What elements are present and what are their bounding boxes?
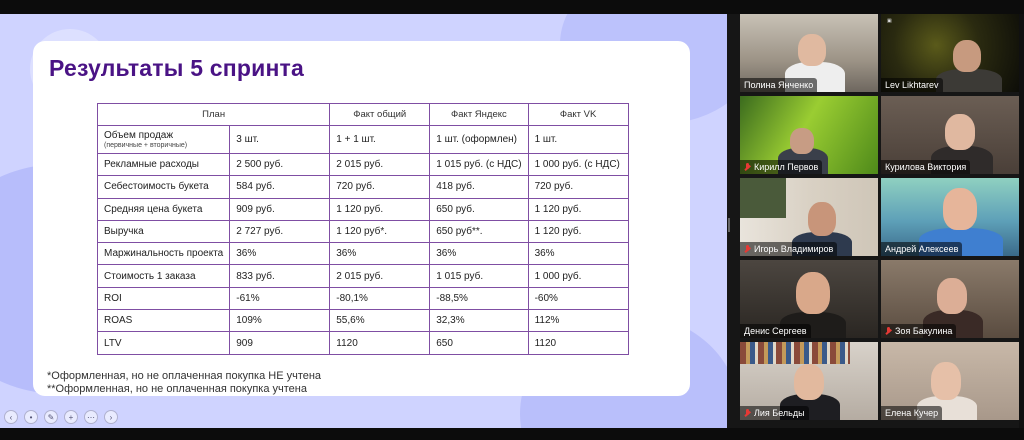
muted-mic-icon bbox=[744, 409, 751, 418]
cell-total: 2 015 руб. bbox=[330, 154, 430, 176]
participant-name: Зоя Бакулина bbox=[895, 326, 953, 336]
participant-tile-active-speaker[interactable] bbox=[881, 178, 1019, 256]
background-logo: ▣ bbox=[887, 18, 892, 24]
row-label: Средняя цена букета bbox=[98, 198, 230, 220]
cell-plan: 584 руб. bbox=[230, 176, 330, 198]
participant-nameplate bbox=[881, 242, 962, 256]
header-total: Факт общий bbox=[330, 104, 430, 126]
participant-name: Полина Янченко bbox=[744, 80, 814, 90]
participant-nameplate bbox=[881, 160, 970, 174]
participant-tile[interactable] bbox=[740, 260, 878, 338]
table-row bbox=[98, 265, 629, 287]
person-face bbox=[931, 362, 961, 400]
slide-controls bbox=[4, 410, 118, 424]
cell-plan: 909 bbox=[230, 332, 330, 354]
table-header-row bbox=[98, 104, 629, 126]
footnote-1: *Оформленная, но не оплаченная покупка НЕ учтена bbox=[47, 370, 322, 382]
cell-yandex: 32,3% bbox=[430, 310, 528, 332]
participant-tile[interactable] bbox=[881, 342, 1019, 420]
participant-name: Lev Likhtarev bbox=[885, 80, 939, 90]
prev-slide-icon[interactable]: ‹ bbox=[4, 410, 18, 424]
table-row bbox=[98, 126, 629, 154]
person-face bbox=[808, 202, 836, 236]
cell-plan: 109% bbox=[230, 310, 330, 332]
person-face bbox=[794, 364, 824, 400]
participant-tile[interactable] bbox=[740, 178, 878, 256]
table-row bbox=[98, 176, 629, 198]
row-label-sub: (первичные + вторичные) bbox=[104, 141, 188, 149]
row-label: Выручка bbox=[98, 220, 230, 242]
header-plan: План bbox=[98, 104, 330, 126]
participant-nameplate bbox=[740, 324, 811, 338]
muted-mic-icon bbox=[744, 245, 751, 254]
shared-screen bbox=[0, 14, 727, 428]
participant-tile[interactable] bbox=[881, 14, 1019, 92]
table-row bbox=[98, 310, 629, 332]
participant-name: Андрей Алексеев bbox=[885, 244, 959, 254]
participant-name: Елена Кучер bbox=[885, 408, 939, 418]
participant-name: Денис Сергеев bbox=[744, 326, 807, 336]
pen-icon[interactable]: ✎ bbox=[44, 410, 58, 424]
row-label: Себестоимость букета bbox=[98, 176, 230, 198]
header-yandex: Факт Яндекс bbox=[430, 104, 528, 126]
cell-vk: 1 120 руб. bbox=[528, 220, 628, 242]
row-label: ROAS bbox=[98, 310, 230, 332]
row-label: Стоимость 1 заказа bbox=[98, 265, 230, 287]
cell-total: 1 120 руб*. bbox=[330, 220, 430, 242]
slide-title: Результаты 5 спринта bbox=[49, 55, 304, 81]
participant-tile[interactable] bbox=[740, 96, 878, 174]
footnote-2: **Оформленная, но не оплаченная покупка учтена bbox=[47, 383, 307, 395]
pointer-icon[interactable]: • bbox=[24, 410, 38, 424]
participant-name: Кирилл Первов bbox=[754, 162, 819, 172]
participant-tile[interactable] bbox=[881, 96, 1019, 174]
table-row bbox=[98, 243, 629, 265]
cell-total: 1120 bbox=[330, 332, 430, 354]
row-label: Маржинальность проекта bbox=[98, 243, 230, 265]
row-label-text: Объем продаж bbox=[104, 129, 174, 141]
header-vk: Факт VK bbox=[528, 104, 628, 126]
table-row bbox=[98, 198, 629, 220]
row-label: ROI bbox=[98, 287, 230, 309]
top-bar bbox=[0, 0, 1024, 14]
muted-mic-icon bbox=[744, 163, 751, 172]
results-table bbox=[97, 103, 629, 355]
cell-total: 1 120 руб. bbox=[330, 198, 430, 220]
cell-vk: 1 000 руб. bbox=[528, 265, 628, 287]
participant-name: Лия Бельды bbox=[754, 408, 805, 418]
cell-vk: 1 шт. bbox=[528, 126, 628, 154]
cell-yandex: 36% bbox=[430, 243, 528, 265]
cell-vk: 720 руб. bbox=[528, 176, 628, 198]
person-face bbox=[953, 40, 981, 72]
bottom-bar bbox=[0, 428, 1024, 440]
cell-total: 720 руб. bbox=[330, 176, 430, 198]
participant-name: Курилова Виктория bbox=[885, 162, 967, 172]
slide-card bbox=[33, 41, 690, 396]
person-face bbox=[796, 272, 830, 314]
cell-plan: -61% bbox=[230, 287, 330, 309]
wall-picture bbox=[740, 178, 786, 218]
table-row bbox=[98, 287, 629, 309]
cell-yandex: 1 015 руб. (с НДС) bbox=[430, 154, 528, 176]
participant-nameplate bbox=[740, 78, 817, 92]
person-face bbox=[790, 128, 814, 154]
participant-nameplate bbox=[881, 78, 943, 92]
cell-plan: 2 727 руб. bbox=[230, 220, 330, 242]
participant-name: Игорь Владимиров bbox=[754, 244, 834, 254]
cell-total: -80,1% bbox=[330, 287, 430, 309]
table-row bbox=[98, 332, 629, 354]
cell-vk: 1 000 руб. (с НДС) bbox=[528, 154, 628, 176]
cell-yandex: 418 руб. bbox=[430, 176, 528, 198]
zoom-icon[interactable]: + bbox=[64, 410, 78, 424]
cell-yandex: 650 bbox=[430, 332, 528, 354]
gallery-pager-handle[interactable] bbox=[728, 218, 734, 232]
cell-total: 55,6% bbox=[330, 310, 430, 332]
cell-plan: 3 шт. bbox=[230, 126, 330, 154]
cell-plan: 833 руб. bbox=[230, 265, 330, 287]
gallery-scrollbar[interactable] bbox=[1019, 14, 1024, 428]
participant-tile[interactable] bbox=[881, 260, 1019, 338]
cell-total: 36% bbox=[330, 243, 430, 265]
cell-yandex: 650 руб**. bbox=[430, 220, 528, 242]
cell-vk: 112% bbox=[528, 310, 628, 332]
participant-tile[interactable] bbox=[740, 14, 878, 92]
cell-plan: 36% bbox=[230, 243, 330, 265]
cell-plan: 2 500 руб. bbox=[230, 154, 330, 176]
row-label: LTV bbox=[98, 332, 230, 354]
participant-nameplate bbox=[740, 160, 822, 174]
cell-yandex: 650 руб. bbox=[430, 198, 528, 220]
person-face bbox=[943, 188, 977, 230]
participant-nameplate bbox=[881, 324, 956, 338]
cell-total: 1 + 1 шт. bbox=[330, 126, 430, 154]
cell-vk: 1120 bbox=[528, 332, 628, 354]
person-face bbox=[945, 114, 975, 150]
participant-nameplate bbox=[881, 406, 942, 420]
bookshelf bbox=[740, 342, 850, 364]
cell-yandex: 1 015 руб. bbox=[430, 265, 528, 287]
cell-plan: 909 руб. bbox=[230, 198, 330, 220]
cell-vk: -60% bbox=[528, 287, 628, 309]
cell-vk: 36% bbox=[528, 243, 628, 265]
row-label bbox=[98, 126, 230, 154]
person-face bbox=[937, 278, 967, 314]
menu-icon[interactable]: ⋯ bbox=[84, 410, 98, 424]
table-row bbox=[98, 154, 629, 176]
cell-yandex: 1 шт. (оформлен) bbox=[430, 126, 528, 154]
row-label: Рекламные расходы bbox=[98, 154, 230, 176]
participant-tile[interactable] bbox=[740, 342, 878, 420]
next-slide-icon[interactable]: › bbox=[104, 410, 118, 424]
cell-total: 2 015 руб. bbox=[330, 265, 430, 287]
cell-yandex: -88,5% bbox=[430, 287, 528, 309]
muted-mic-icon bbox=[885, 327, 892, 336]
person-silhouette bbox=[936, 69, 1002, 92]
participant-nameplate bbox=[740, 406, 809, 420]
person-face bbox=[798, 34, 826, 66]
cell-vk: 1 120 руб. bbox=[528, 198, 628, 220]
participant-nameplate bbox=[740, 242, 837, 256]
table-row bbox=[98, 220, 629, 242]
